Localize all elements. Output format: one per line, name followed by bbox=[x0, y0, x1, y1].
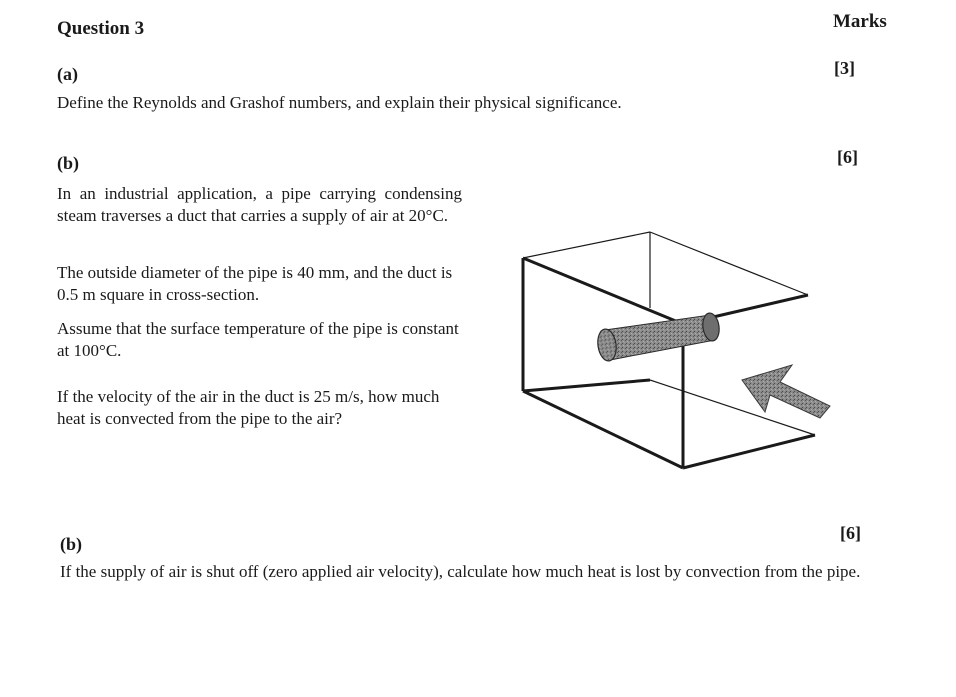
airflow-arrow-icon bbox=[742, 365, 830, 418]
duct-front-edges bbox=[523, 258, 815, 468]
pipe bbox=[596, 312, 721, 362]
part-b-paragraph-3: Assume that the surface temperature of the pipe is constant at 100°C. bbox=[57, 319, 459, 360]
part-b-paragraph-1: In an industrial application, a pipe carrying condensing steam traverses a duct that carries a supply of air at 20°C. bbox=[57, 184, 462, 225]
part-b-label: (b) bbox=[57, 153, 79, 173]
part-b-marks: [6] bbox=[837, 147, 858, 167]
part-b-second-label: (b) bbox=[60, 534, 82, 554]
question-title: Question 3 bbox=[57, 18, 145, 39]
duct-back-edges bbox=[523, 232, 808, 468]
part-b-paragraph-2: The outside diameter of the pipe is 40 mm, and the duct is 0.5 m square in cross-section. bbox=[57, 263, 453, 304]
part-a-marks: [3] bbox=[834, 58, 855, 78]
part-a-label: (a) bbox=[57, 64, 78, 84]
part-a-question-text: Define the Reynolds and Grashof numbers, and explain their physical significance. bbox=[57, 93, 622, 112]
duct-pipe-diagram bbox=[505, 220, 845, 475]
marks-column-header: Marks bbox=[833, 11, 887, 32]
part-b-paragraph-4: If the velocity of the air in the duct is 25 m/s, how much heat is convected from the pipe to the air? bbox=[57, 387, 440, 428]
part-b-second-marks: [6] bbox=[840, 523, 861, 543]
part-b-second-question-text: If the supply of air is shut off (zero applied air velocity), calculate how much heat is lost by convection from the pipe. bbox=[60, 562, 861, 581]
